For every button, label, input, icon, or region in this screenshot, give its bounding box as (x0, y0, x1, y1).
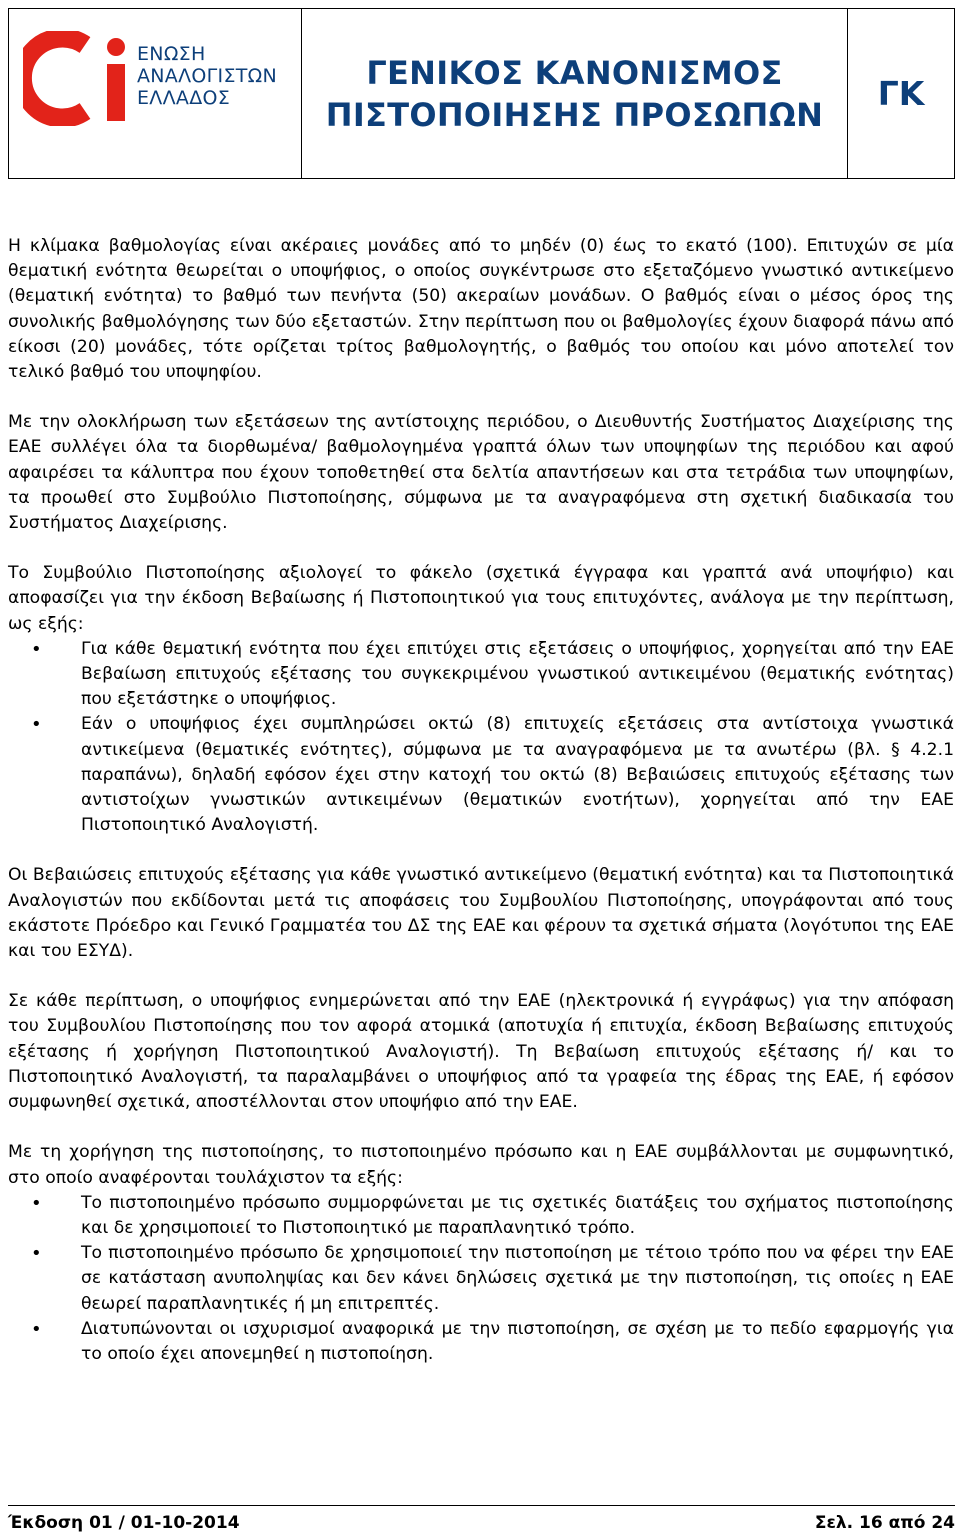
organization-logo (23, 31, 133, 126)
logo-line-3: ΕΛΛΑΔΟΣ (137, 87, 231, 109)
certification-outcomes-list (8, 637, 954, 839)
list-item: • Το πιστοποιημένο πρόσωπο δε χρησιμοποιεί την πιστοποίηση με τέτοιο τρόπο που να φέρει την ΕΑΕ σε κατάσταση ανυποληψίας και δεν κάνει δηλώσεις σχετικά με την πιστοποίηση, τις οποίες η ΕΑΕ θεωρεί παραπλανητικές ή μη επιτρεπτές. (81, 1241, 954, 1317)
list-item: • Εάν ο υποψήφιος έχει συμπληρώσει οκτώ (8) επιτυχείς εξετάσεις στα αντίστοιχα γνωστικά αντικείμενα (θεματικές ενότητες), σύμφωνα με τα αναγραφόμενα με τα ανωτέρω (βλ. § 4.2.1 παραπάνω), δηλαδή εφόσον έχει στην κατοχή του οκτώ (8) Βεβαιώσεις επιτυχούς εξέτασης των αντιστοίχων γνωστικών αντικειμένων (θεματικών ενοτήτων), χορηγείται από την ΕΑΕ Πιστοποιητικό Αναλογιστή. (81, 712, 954, 838)
document-header (8, 8, 955, 179)
logo-cell (9, 9, 302, 178)
document-code: ΓΚ (877, 74, 925, 113)
title-cell (302, 9, 848, 178)
footer-divider (8, 1505, 955, 1506)
list-item: • Το πιστοποιημένο πρόσωπο συμμορφώνεται με τις σχετικές διατάξεις του σχήματος πιστοποίησης και δε χρησιμοποιεί το Πιστοποιητικό με παραπλανητικό τρόπο. (81, 1191, 954, 1241)
edition-info: Έκδοση 01 / 01-10-2014 (8, 1513, 240, 1533)
paragraph-certificates-signing: Οι Βεβαιώσεις επιτυχούς εξέτασης για κάθε γνωστικό αντικείμενο (θεματική ενότητα) και τα Πιστοποιητικά Αναλογιστών που εκδίδονται μετά τις αποφάσεις του Συμβουλίου Πιστοποίησης, υπογράφονται από τους εκάστοτε Πρόεδρο και Γενικό Γραμματέα του ΔΣ της ΕΑΕ και φέρουν τα σχετικά σήματα (λογότυποι της ΕΑΕ και του ΕΣΥΔ). (8, 865, 954, 962)
paragraph-exam-completion: Με την ολοκλήρωση των εξετάσεων της αντίστοιχης περιόδου, ο Διευθυντής Συστήματος Διαχείρισης της ΕΑΕ συλλέγει όλα τα διορθωμένα/ βαθμολογημένα γραπτά όλων των υποψηφίων της περιόδου και αφού αφαιρέσει τα κάλυπτρα που έχουν τοποθετηθεί στα δελτία απαντήσεων και στα τετράδια των υποψηφίων, τα προωθεί στο Συμβούλιο Πιστοποίησης, σύμφωνα με τα αναγραφόμενα στη σχετική διαδικασία του Συστήματος Διαχείρισης. (8, 412, 954, 534)
page-number: Σελ. 16 από 24 (814, 1513, 955, 1533)
logo-line-2: ΑΝΑΛΟΓΙΣΤΩΝ (137, 65, 277, 87)
logo-wordmark (137, 43, 277, 109)
code-cell (848, 9, 954, 178)
paragraph-agreement: Με τη χορήγηση της πιστοποίησης, το πιστοποιημένο πρόσωπο και η ΕΑΕ συμβάλλονται με συμφωνητικό, στο οποίο αναφέρονται τουλάχιστον τα εξής: (8, 1142, 954, 1188)
logo-line-1: ΕΝΩΣΗ (137, 43, 206, 65)
list-item: • Για κάθε θεματική ενότητα που έχει επιτύχει στις εξετάσεις ο υποψήφιος, χορηγείται από την ΕΑΕ Βεβαίωση επιτυχούς εξέτασης του συγκεκριμένου γνωστικού αντικειμένου (θεματικής ενότητας) που εξετάστηκε ο υποψήφιος. (81, 637, 954, 713)
document-title-line-1: ΓΕΝΙΚΟΣ ΚΑΝΟΝΙΣΜΟΣ (366, 53, 783, 92)
paragraph-grading-scale: Η κλίμακα βαθμολογίας είναι ακέραιες μονάδες από το μηδέν (0) έως το εκατό (100). Επιτυχών σε μία θεματική ενότητα θεωρείται ο υποψήφιος, ο οποίος συγκέντρωσε στο εξεταζόμενο γνωστικό αντικείμενο (θεματική ενότητα) το βαθμό των πενήντα (50) ακεραίων μονάδων. Ο βαθμός είναι ο μέσος όρος της συνολικής βαθμολόγησης των δύο εξεταστών. Στην περίπτωση που οι βαθμολογίες έχουν διαφορά πάνω από είκοσι (20) μονάδες, τότε ορίζεται τρίτος βαθμολογητής, ο βαθμός του οποίου και μόνο αποτελεί τον τελικό βαθμό του υποψηφίου. (8, 236, 954, 383)
paragraph-candidate-notification: Σε κάθε περίπτωση, ο υποψήφιος ενημερώνεται από την ΕΑΕ (ηλεκτρονικά ή εγγράφως) για την απόφαση του Συμβουλίου Πιστοποίησης που τον αφορά ατομικά (αποτυχία ή επιτυχία, έκδοση Βεβαίωσης επιτυχούς εξέτασης ή χορήγηση Πιστοποιητικού Αναλογιστή). Τη Βεβαίωση επιτυχούς εξέτασης ή/ και το Πιστοποιητικό Αναλογιστή, τα παραλαμβάνει ο υποψήφιος από τα γραφεία της έδρας της ΕΑΕ, ή εφόσον συμφωνηθεί σχετικά, αποστέλλονται στον υποψήφιο από την ΕΑΕ. (8, 991, 954, 1113)
document-title-line-2: ΠΙΣΤΟΠΟΙΗΣΗΣ ΠΡΟΣΩΠΩΝ (325, 95, 824, 134)
paragraph-certification-council: Το Συμβούλιο Πιστοποίησης αξιολογεί το φάκελο (σχετικά έγγραφα και γραπτά ανά υποψήφιο) και αποφασίζει για την έκδοση Βεβαίωσης ή Πιστοποιητικού για τους επιτυχόντες, ανάλογα με την περίπτωση, ως εξής: (8, 563, 954, 634)
document-body (8, 234, 954, 1392)
agreement-terms-list (8, 1191, 954, 1367)
document-footer (8, 1513, 955, 1533)
list-item: • Διατυπώνονται οι ισχυρισμοί αναφορικά με την πιστοποίηση, σε σχέση με το πεδίο εφαρμογής για το οποίο έχει απονεμηθεί η πιστοποίηση. (81, 1317, 954, 1367)
